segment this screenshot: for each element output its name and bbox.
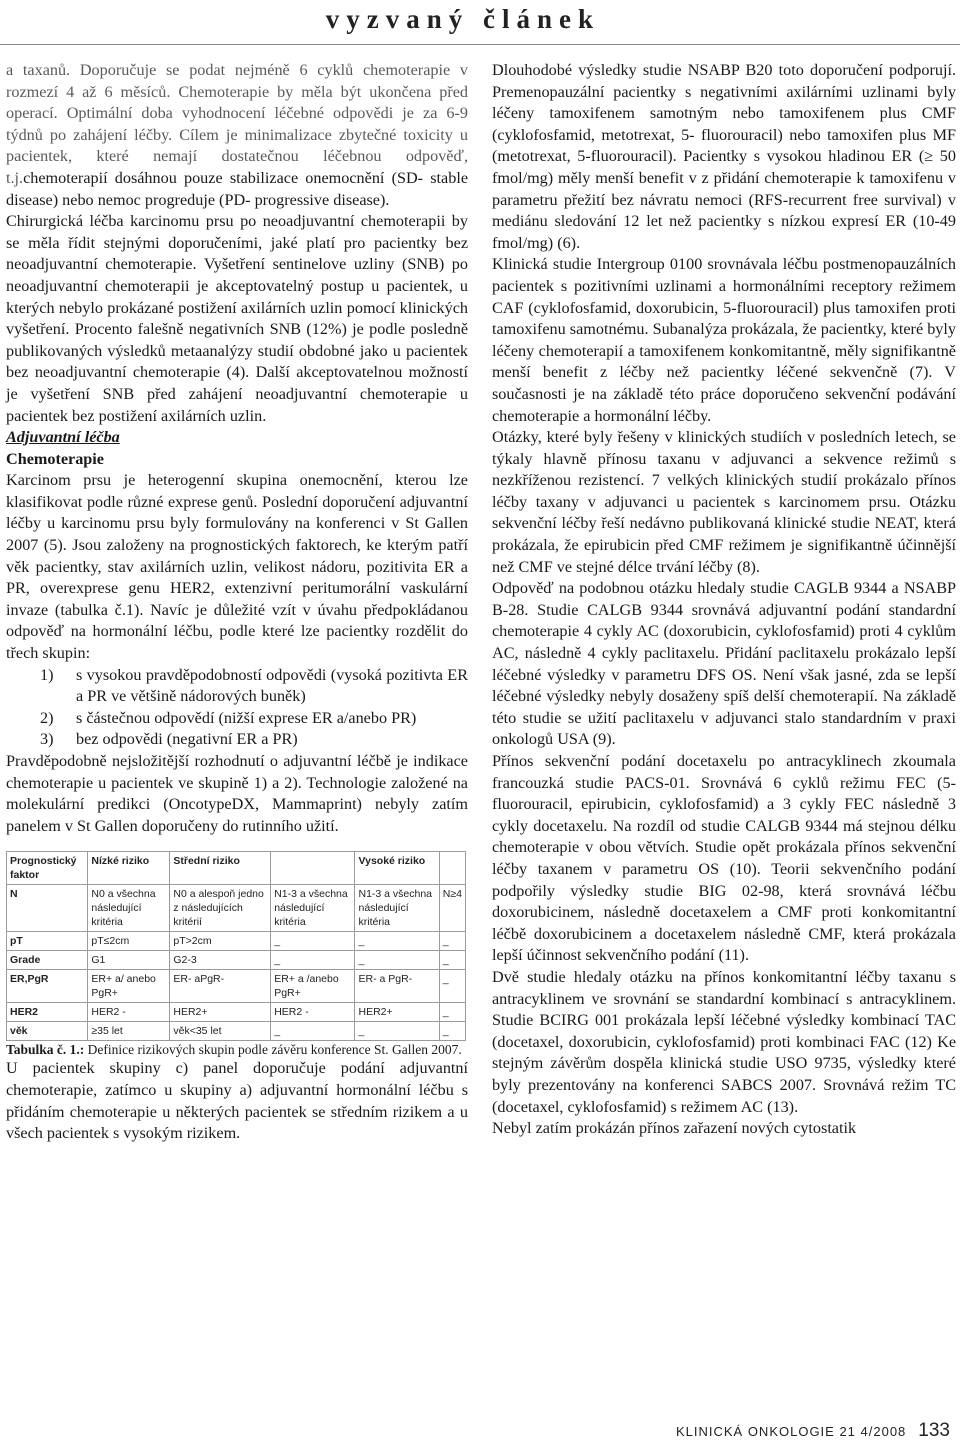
table-cell: _ <box>355 1022 439 1041</box>
table-header <box>271 852 355 885</box>
table-cell: HER2+ <box>170 1003 271 1022</box>
paragraph: Pravděpodobně nejsložitější rozhodnutí o adjuvantní léčbě je indikace chemoterapie u pacientek ve skupině 1) a 2). Technologie založené na molekulární predikci (OncotypeDX, Mammaprint) nebyly zatím panelem v St Gallen doporučeny do rutinního užití. <box>6 752 468 835</box>
section-title: Adjuvantní léčba <box>6 428 120 447</box>
table-row <box>7 951 466 970</box>
table-row <box>7 932 466 951</box>
table-caption: Tabulka č. 1.: Definice rizikových skupin podle závěru konference St. Gallen 2007. <box>6 1042 462 1058</box>
table-row-label: Grade <box>7 951 88 970</box>
table-cell: ER- aPgR- <box>170 970 271 1003</box>
subsection-title: Chemoterapie <box>6 449 104 468</box>
table-cell: _ <box>439 970 465 1003</box>
table-header: Nízké riziko <box>88 852 170 885</box>
paragraph: Chirurgická léčba karcinomu prsu po neoadjuvantní chemoterapii by se měla řídit stejnými doporučeními, jaké platí pro pacientky bez neoadjuvantní chemoterapie. Vyšetření sentinelove uzliny (SNB) po neoadjuvantní chemoterapii je akceptovatelný postup u pacientek, u kterých nebylo prokázané postižení axilárních uzlin pomocí klinických vyšetření. Procento falešně negativních SNB (12%) je podle posledně publikovaných výsledků metaanalýzy studií obdobné jako u pacientek bez neoadjuvantní chemoterapie (4). Další akceptovatelnou možností je vyšetření SNB před zahájení neoadjuvantní chemoterapie u pacientek bez postižení axilárních uzlin. <box>6 212 468 425</box>
table-cell: _ <box>439 951 465 970</box>
paragraph: U pacientek skupiny c) panel doporučuje podání adjuvantní chemoterapie, zatímco u skupiny a) adjuvantní hormonální léčbu s přidáním chemoterapie u některých pacientek se středním rizikem a u všech pacientek s vysokým rizikem. <box>6 1059 468 1143</box>
table-cell: _ <box>355 951 439 970</box>
table-cell: HER2 - <box>271 1003 355 1022</box>
body-text: chemoterapií dosáhnou pouze stabilizace onemocnění (SD- stable disease) nebo nemoc progreduje (PD- progressive disease). <box>6 168 468 209</box>
article-type-label: vyzvaný článek <box>325 4 600 34</box>
table-row <box>7 1003 466 1022</box>
table-row <box>7 1022 466 1041</box>
paragraph: Klinická studie Intergroup 0100 srovnávala léčbu postmenopauzálních pacientek s pozitivními uzlinami a hormonálními receptory režimem CAF (cyklofosfamid, doxorubicin, 5-fluorouracil) plus tamoxifen proti tamoxifenu samotnému. Subanalýza prokázala, že pacientky, které byly léčeny chemoterapií a tamoxifenem konkomitantně, měly signifikantně menší benefit z léčby než pacientky léčené sekvenčně (7). V současnosti je na základě této práce doporučeno sekvenční podávání chemoterapie a hormonální léčby. <box>492 255 956 425</box>
table-row-label: pT <box>7 932 88 951</box>
list-item: 1) s vysokou pravděpodobností odpovědi (vysoká pozitivta ER a PR ve většině nádorových buněk) <box>40 665 468 706</box>
table-row-label: ER,PgR <box>7 970 88 1003</box>
table-cell: _ <box>271 951 355 970</box>
table-header: Prognostický faktor <box>7 852 88 885</box>
table-row-label: HER2 <box>7 1003 88 1022</box>
paragraph: Odpověď na podobnou otázku hledaly studie CAGLB 9344 a NSABP B-28. Studie CALGB 9344 srovnává adjuvantní podání standardní chemoterapie 4 cykly AC (doxorubicin, cyklofosfamid) proti 4 cyklům AC, následně 4 cykly paclitaxelu. Přidání paclitaxelu prokázalo lepší léčebné výsledky v parametru DFS OS. Není však jasné, zda se lepší léčebné výsledky nebyly dosaženy spíš delší chemoterapií. Na základě této studie se užití paclitaxelu v adjuvanci stalo standardním v praxi onkologů USA (9). <box>492 579 956 749</box>
paragraph: Dvě studie hledaly otázku na přínos konkomitantní léčby taxanu s antracyklinem ve srovnání se standardní kombinací s antracyklinem. Studie BCIRG 001 prokázala lepší léčebné výsledky kombinací TAC (docetaxel, doxorubicin, cyklofosfamid) proti kombinaci FAC (12) Ke stejným závěrům dospěla klinická studie USO 9735, výsledky které byly prezentovány na konferenci SABCS 2007. Srovnává režim TC (docetaxel, cyklofosfamid) s režimem AC (13). <box>492 967 956 1116</box>
table-cell: _ <box>439 1003 465 1022</box>
table-cell: _ <box>271 1022 355 1041</box>
paragraph: Karcinom prsu je heterogenní skupina onemocnění, kterou lze klasifikovat podle různé exprese genů. Poslední doporučení adjuvantní léčby u karcinomu prsu byly formulovány na konferenci v St Gallen 2007 (5). Jsou založeny na prognostických faktorech, ke kterým patří věk pacientky, stav axilárních uzlin, velikost nádoru, pozitivita ER a PR, overexprese genu HER2, extenzivní peritumorální vaskulární invaze (tabulka č.1). Navíc je důležité vzít v úvahu předpokládanou odpověď na hormonální léčbu, podle které lze pacientky rozdělit do třech skupin: <box>6 471 468 663</box>
table-cell: pT≤2cm <box>88 932 170 951</box>
numbered-list <box>6 665 468 751</box>
table-cell: N≥4 <box>439 885 465 932</box>
table-cell: ER+ a/ anebo PgR+ <box>88 970 170 1003</box>
table-cell: N0 a všechna následující kritéria <box>88 885 170 932</box>
table-cell: věk<35 let <box>170 1022 271 1041</box>
table-cell: pT>2cm <box>170 932 271 951</box>
table-header-row <box>7 852 466 885</box>
table-cell: _ <box>271 932 355 951</box>
table-cell: ≥35 let <box>88 1022 170 1041</box>
faded-text: a taxanů. Doporučuje se podat nejméně 6 cyklů chemoterapie v rozmezí 4 až 6 měsíců. Chemoterapie by měla být ukončena před operací. Optimální doba vyhodnocení léčebné odpovědi je za 6-9 týdnů po zahájení léčby. Cílem je minimalizace zbytečné toxicity u pacientek, které nemají dostatečnou léčebnou odpověď, t.j. <box>6 61 468 187</box>
paragraph: Dlouhodobé výsledky studie NSABP B20 toto doporučení podporují. Premenopauzální pacientky s negativními axilárními uzlinami byly léčeny tamoxifenem samotným nebo tamoxifenem plus CMF (cyklofosfamid, metotrexat, 5- fluorouracil) nebo tamoxifen plus MF (metotrexat, 5-fluorouracil). Pacientky s vysokou hladinou ER (≥ 50 fmol/mg) měly menší benefit v z přidání chemoterapie k tamoxifenu v parametru přežití bez návratu nemoci (RFS-recurrent free survival) v mediánu sledování 12 let než pacientky s nízkou expresí ER (10-49 fmol/mg) (6). <box>492 61 956 252</box>
table-cell: _ <box>355 932 439 951</box>
table-cell: HER2 - <box>88 1003 170 1022</box>
table-row <box>7 970 466 1003</box>
paragraph: Otázky, které byly řešeny v klinických studiích v posledních letech, se týkaly hlavně přínosu taxanu v adjuvanci a sekvence režimů s nezkříženou rezistencí. 7 velkých klinických studií prokázalo přínos léčby taxany v adjuvanci u pacientek s karcinomem prsu. Otázku sekvenční léčby řeší nedávno publikovaná klinické studie NEAT, která prokázala, že epirubicin před CMF režimem je signifikantně účinnější než CMF ve stejné délce trvání léčby (8). <box>492 428 956 576</box>
table-cell: N0 a alespoň jedno z následujících kritérií <box>170 885 271 932</box>
table-header <box>439 852 465 885</box>
table-cell: ER+ a /anebo PgR+ <box>271 970 355 1003</box>
table-cell: G2-3 <box>170 951 271 970</box>
header-divider <box>0 44 960 45</box>
list-item: 3) bez odpovědi (negativní ER a PR) <box>40 730 298 749</box>
paragraph <box>6 60 468 211</box>
table-cell: N1-3 a všechna následující kritéria <box>355 885 439 932</box>
table-header: Střední riziko <box>170 852 271 885</box>
paragraph: Nebyl zatím prokázán přínos zařazení nových cytostatik <box>492 1119 857 1138</box>
journal-name: KLINICKÁ ONKOLOGIE 21 4/2008 <box>675 1424 907 1439</box>
table-header: Vysoké riziko <box>355 852 439 885</box>
table-cell: G1 <box>88 951 170 970</box>
table-cell: ER- a PgR- <box>355 970 439 1003</box>
risk-table <box>6 851 466 1041</box>
table-cell: _ <box>439 932 465 951</box>
page-number: 133 <box>918 1420 950 1441</box>
table-body <box>7 885 466 1041</box>
page-footer <box>676 1420 950 1442</box>
list-item: 2) s částečnou odpovědí (nižší exprese ER a/anebo PR) <box>40 708 417 727</box>
left-column <box>6 60 468 1145</box>
table-row-label: věk <box>7 1022 88 1041</box>
table-row <box>7 885 466 932</box>
table-cell: _ <box>439 1022 465 1041</box>
table-row-label: N <box>7 885 88 932</box>
paragraph: Přínos sekvenční podání docetaxelu po antracyklinech zkoumala francouzká studie PACS-01. Srovnává 6 cyklů režimu FEC (5-fluorouracil, epirubicin, cyklofosfamid) a 3 cykly FEC následně 3 cykly docetaxelu. Na rozdíl od studie CALGB 9344 má stejnou délku chemoterapie v obou větvích. Studie opět prokázala přínos sekvenční léčby taxanem v parametru OS (10). Teorii sekvenčního podání podpořily výsledky studie BIG 02-98, která srovnává léčbu doxorubicinem, následně docetaxelem a CMF proti konkomitantní léčbě doxorubicinem a docetaxelem následně CMF, která prokázala lepší účinnost sekvenčního podání (11). <box>492 752 956 965</box>
page-header <box>0 0 960 52</box>
right-column <box>492 60 956 1140</box>
table-cell: N1-3 a všechna následující kritéria <box>271 885 355 932</box>
table-cell: HER2+ <box>355 1003 439 1022</box>
